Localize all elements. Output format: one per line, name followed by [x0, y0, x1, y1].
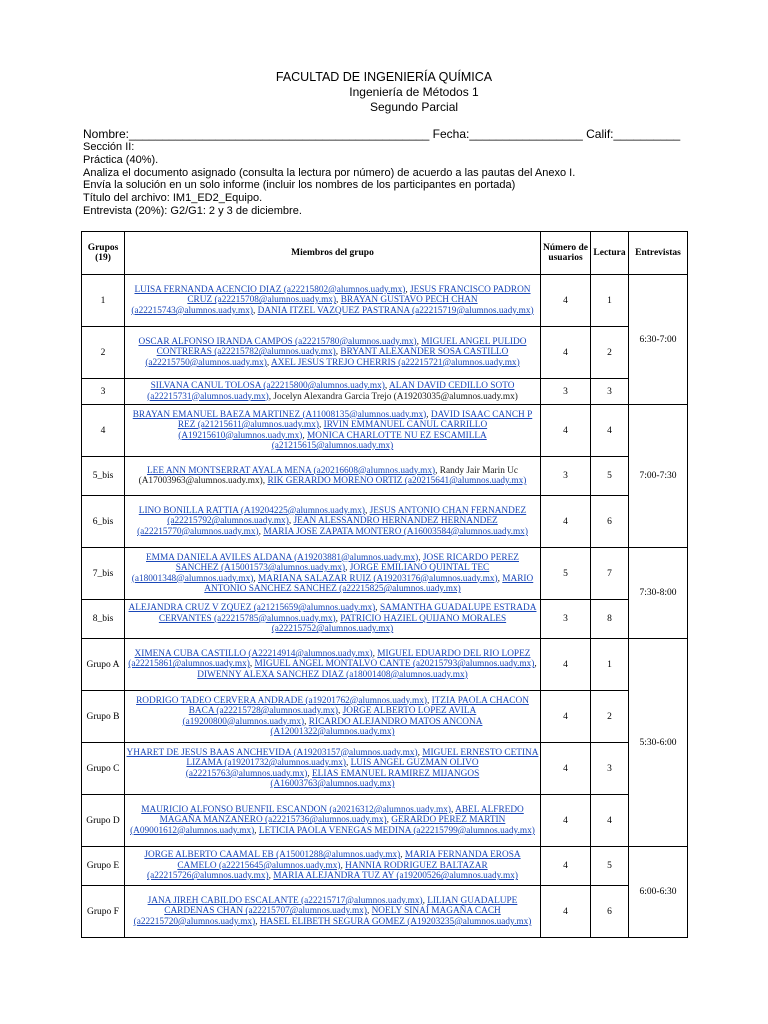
member-separator: , — [366, 906, 372, 917]
member-link[interactable]: JORGE ALBERTO CAAMAL EB (A15001288@alumnos.uady.mx) — [144, 850, 401, 861]
member-link[interactable]: GERARDO PEREZ MARTIN (A09001612@alumnos.uady.mx) — [130, 815, 506, 836]
member-count: 4 — [541, 496, 591, 548]
reading-number: 4 — [591, 795, 629, 847]
group-id: Grupo A — [82, 639, 125, 691]
header-members: Miembros del grupo — [125, 232, 541, 275]
interview-slot: 6:30-7:00 — [629, 275, 688, 405]
group-id: Grupo E — [82, 847, 125, 886]
member-link[interactable]: MARIA JOSE ZAPATA MONTERO (A16003584@alumnos.uady.mx) — [263, 526, 528, 537]
group-members — [125, 639, 541, 691]
member-link[interactable]: XIMENA CUBA CASTILLO (A22214914@alumnos.uady.mx) — [134, 648, 373, 659]
member-link[interactable]: JOSE RICARDO PEREZ SANCHEZ (A15001573@alumnos.uady.mx) — [175, 552, 519, 573]
interview-slot: 5:30-6:00 — [629, 639, 688, 847]
table-row — [82, 600, 688, 639]
faculty-title: FACULTAD DE INGENIERÍA QUÍMICA — [275, 70, 493, 84]
header-groups: Grupos (19) — [82, 232, 125, 275]
member-count: 4 — [541, 691, 591, 743]
reading-number: 6 — [591, 886, 629, 938]
member-link[interactable]: RODRIGO TADEO CERVERA ANDRADE (a19201762@alumnos.uady.mx) — [136, 695, 427, 706]
table-row — [82, 847, 688, 886]
exam-title: Segundo Parcial — [369, 100, 459, 114]
member-separator: , — [375, 603, 380, 614]
member-separator: , — [255, 916, 260, 927]
member-separator: , — [418, 552, 423, 563]
group-members — [125, 496, 541, 548]
member-link[interactable]: IRVIN EMMANUEL CANUL CARRILLO (A19215610@alumnos.uady.mx) — [178, 420, 488, 441]
member-link[interactable]: MONICA CHARLOTTE NU EZ ESCAMILLA (a21215615@alumnos.uady.mx) — [271, 430, 487, 451]
member-link[interactable]: RICARDO ALEJANDRO MATOS ANCONA (A12001322@alumnos.uady.mx) — [270, 716, 483, 737]
group-id: 4 — [82, 405, 125, 457]
member-count: 5 — [541, 548, 591, 600]
member-separator: , — [337, 706, 343, 716]
member-link[interactable]: MARIA ALEJANDRA TUZ AY (a19200526@alumnos.uady.mx) — [273, 871, 518, 882]
info-line: Analiza el documento asignado (consulta la lectura por número) de acuerdo a las pautas del Anexo I. — [83, 166, 576, 179]
member-separator: , — [384, 381, 389, 391]
reading-number: 2 — [591, 691, 629, 743]
group-id: 8_bis — [82, 600, 125, 639]
group-id: 6_bis — [82, 496, 125, 548]
member-separator: , — [497, 573, 503, 584]
member-link[interactable]: MARIA FERNANDA EROSA CAMELO (a22215645@alumnos.uady.mx) — [177, 850, 521, 871]
member-separator: , — [335, 347, 341, 358]
member-link[interactable]: NOELY SINAÍ MAGAÑA CACH (a22215720@alumnos.uady.mx) — [133, 906, 501, 927]
group-members — [125, 847, 541, 886]
member-separator: , — [268, 871, 274, 882]
member-link[interactable]: JANA JIREH CABILDO ESCALANTE (a22215717@alumnos.uady.mx) — [147, 895, 423, 906]
member-separator: , — [249, 659, 255, 670]
group-id: 2 — [82, 327, 125, 379]
member-separator: , — [416, 336, 422, 347]
reading-number: 5 — [591, 457, 629, 496]
reading-number: 4 — [591, 405, 629, 457]
table-row — [82, 275, 688, 327]
member-separator: , — [288, 516, 294, 527]
member-count: 4 — [541, 639, 591, 691]
group-id: Grupo D — [82, 795, 125, 847]
member-link[interactable]: DIWENNY ALEXA SANCHEZ DIAZ (a18001408@alumnos.uady.mx) — [197, 669, 468, 680]
member-separator: , — [345, 758, 351, 768]
table-row — [82, 886, 688, 938]
group-id: 1 — [82, 275, 125, 327]
member-link[interactable]: DAVID ISAAC CANCH P REZ (a21215611@alumnos.uady.mx) — [177, 409, 533, 430]
member-separator: , — [405, 284, 410, 295]
group-id: Grupo B — [82, 691, 125, 743]
group-id: 7_bis — [82, 548, 125, 600]
member-separator: , — [340, 860, 346, 871]
member-link[interactable]: JORGE EMILIANO QUINTAL TEC (a18001348@alumnos.uady.mx) — [131, 563, 490, 584]
member-link[interactable]: RIK GERARDO MORENO ORTIZ (a20215641@alumnos.uady.mx) — [267, 476, 527, 486]
group-members — [125, 275, 541, 327]
member-link[interactable]: EMMA DANIELA AVILES ALDANA (A19203881@alumnos.uady.mx) — [146, 552, 419, 563]
member-separator: , — [386, 815, 392, 826]
member-separator: , — [435, 465, 440, 476]
member-link[interactable]: LETICIA PAOLA VENEGAS MEDINA (a22215799@alumnos.uady.mx) — [258, 825, 535, 836]
member-separator: , — [302, 430, 308, 441]
member-separator: , — [417, 747, 423, 758]
member-link: Jocelyn Alexandra Garcia Trejo (A19203035@alumnos.uady.mx) — [273, 391, 518, 402]
member-count: 3 — [541, 457, 591, 496]
group-members — [125, 886, 541, 938]
member-link[interactable]: MIGUEL ERNESTO CETINA LIZAMA (a19201732@alumnos.uady.mx) — [186, 747, 539, 768]
member-link[interactable]: HANNIA RODRIGUEZ BALTAZAR (a22215726@alumnos.uady.mx) — [147, 860, 488, 882]
member-link[interactable]: JESUS ANTONIO CHAN FERNANDEZ (a22215792@alumnos.uady.mx) — [167, 505, 527, 527]
member-separator: , — [258, 526, 264, 537]
info-line: Entrevista (20%): G2/G1: 2 y 3 de diciembre. — [83, 204, 302, 217]
member-link[interactable]: ITZIA PAOLA CHACON BACA (a22215728@alumnos.uady.mx) — [188, 695, 529, 716]
member-separator: , — [304, 716, 309, 727]
member-separator: , — [345, 563, 350, 573]
header-count: Número de usuarios — [541, 232, 591, 275]
member-link[interactable]: OSCAR ALFONSO IRANDA CAMPOS (a22215780@alumnos.uady.mx) — [138, 336, 417, 347]
nombre-fecha-calif-line: Nombre:_____________________________________________ Fecha:_________________ Calif:__________ — [83, 127, 681, 141]
reading-number: 3 — [591, 379, 629, 405]
member-separator: , — [422, 895, 428, 906]
member-link[interactable]: MIGUEL EDUARDO DEL RIO LOPEZ (a22215861@alumnos.uady.mx) — [128, 648, 531, 670]
member-separator: , — [266, 357, 272, 368]
interview-slot: 6:00-6:30 — [629, 847, 688, 938]
course-title: Ingeniería de Métodos 1 — [349, 85, 479, 99]
member-link[interactable]: BRAYAN GUSTAVO PECH CHAN (a22215743@alumnos.uady.mx) — [131, 295, 478, 316]
member-link[interactable]: LEE ANN MONTSERRAT AYALA MENA (a20216608@alumnos.uady.mx) — [146, 465, 436, 476]
member-count: 4 — [541, 327, 591, 379]
group-members — [125, 327, 541, 379]
member-link[interactable]: MIGUEL ANGEL MONTALVO CANTE (a20215793@alumnos.uady.mx) — [254, 659, 535, 670]
member-separator: , — [364, 505, 370, 516]
table-row — [82, 548, 688, 600]
table-row — [82, 496, 688, 548]
info-line: Práctica (40%). — [83, 153, 159, 166]
member-separator: , — [451, 804, 456, 815]
member-link[interactable]: PATRICIO HAZIEL QUIJANO MORALES (a22215752@alumnos.uady.mx) — [271, 613, 507, 635]
member-link[interactable]: BRYANT ALEXANDER SOSA CASTILLO (a22215750@alumnos.uady.mx) — [145, 347, 509, 368]
member-link[interactable]: SAMANTHA GUADALUPE ESTRADA CERVANTES (a22215785@alumnos.uady.mx) — [158, 603, 537, 624]
group-id: Grupo F — [82, 886, 125, 938]
table-row — [82, 639, 688, 691]
member-link[interactable]: HASEL ELIBETH SEGURA GOMEZ (A19203235@alumnos.uady.mx) — [259, 916, 532, 927]
member-link[interactable]: BRAYAN EMANUEL BAEZA MARTINEZ (A11008135@alumnos.uady.mx) — [132, 409, 427, 420]
group-members — [125, 600, 541, 639]
member-link[interactable]: YHARET DE JESUS BAAS ANCHEVIDA (A19203157@alumnos.uady.mx) — [126, 747, 418, 758]
member-link[interactable]: AXEL JESUS TREJO CHERRIS (a22215721@alumnos.uady.mx) — [271, 357, 520, 368]
reading-number: 3 — [591, 743, 629, 795]
member-separator: , — [336, 295, 341, 306]
member-count: 4 — [541, 275, 591, 327]
member-count: 3 — [541, 379, 591, 405]
member-link[interactable]: SILVANA CANUL TOLOSA (a22215800@alumnos.uady.mx) — [150, 381, 385, 391]
group-members — [125, 405, 541, 457]
member-separator: , — [252, 305, 258, 316]
member-count: 4 — [541, 795, 591, 847]
member-separator: , — [268, 391, 274, 402]
member-link[interactable]: ALEJANDRA CRUZ V ZQUEZ (a21215659@alumnos.uady.mx) — [128, 603, 376, 614]
table-row — [82, 691, 688, 743]
header-interview: Entrevistas — [629, 232, 688, 275]
reading-number: 6 — [591, 496, 629, 548]
info-line: Sección II: — [83, 141, 135, 153]
member-separator: , — [426, 409, 431, 420]
group-members — [125, 743, 541, 795]
member-separator: , — [426, 695, 432, 706]
reading-number: 1 — [591, 639, 629, 691]
member-link[interactable]: LUISA FERNANDA ACENCIO DIAZ (a22215802@alumnos.uady.mx) — [134, 284, 406, 295]
member-link[interactable]: LILIAN GUADALUPE CARDENAS CHAN (a22215707@alumnos.uady.mx) — [164, 895, 518, 917]
interview-slot: 7:00-7:30 — [629, 405, 688, 548]
member-link[interactable]: LUIS ANGEL GUZMAN OLIVO (a22215763@alumnos.uady.mx) — [185, 758, 479, 779]
reading-number: 2 — [591, 327, 629, 379]
member-link[interactable]: MAURICIO ALFONSO BUENFIL ESCANDON (a20216312@alumnos.uady.mx) — [141, 804, 451, 815]
member-separator: , — [372, 648, 378, 659]
document-header — [0, 70, 768, 115]
member-count: 4 — [541, 847, 591, 886]
member-separator: , — [253, 573, 258, 584]
member-separator: , — [534, 659, 537, 670]
reading-number: 8 — [591, 600, 629, 639]
member-count: 3 — [541, 600, 591, 639]
member-separator: , — [335, 613, 341, 624]
member-separator: , — [307, 768, 312, 779]
table-row — [82, 405, 688, 457]
group-members — [125, 379, 541, 405]
interview-slot: 7:30-8:00 — [629, 548, 688, 639]
group-members — [125, 548, 541, 600]
member-link[interactable]: ALAN DAVID CEDILLO SOTO (a22215731@alumnos.uady.mx) — [147, 381, 515, 402]
reading-number: 1 — [591, 275, 629, 327]
table-row — [82, 379, 688, 405]
member-separator: , — [262, 476, 268, 486]
member-link[interactable]: DANIA ITZEL VAZQUEZ PASTRANA (a22215719@alumnos.uady.mx) — [257, 305, 534, 316]
member-link[interactable]: JESUS FRANCISCO PADRON CRUZ (a22215708@alumnos.uady.mx) — [187, 284, 531, 306]
info-line: Envía la solución en un solo informe (incluir los nombres de los participantes en portada) — [83, 179, 516, 192]
group-members — [125, 457, 541, 496]
member-link[interactable]: ELIAS EMANUEL RAMIREZ MIJANGOS (A16003763@alumnos.uady.mx) — [270, 768, 480, 789]
member-link[interactable]: MIGUEL ANGEL PULIDO CONTRERAS (a22215782@alumnos.uady.mx) — [156, 336, 527, 358]
member-separator: , — [318, 420, 324, 430]
member-link[interactable]: MARIO ANTONIO SANCHEZ SANCHEZ (a22215825@alumnos.uady.mx) — [204, 573, 534, 594]
member-link[interactable]: JEAN ALESSANDRO HERNANDEZ HERNANDEZ (a22215770@alumnos.uady.mx) — [137, 516, 498, 537]
group-id: 3 — [82, 379, 125, 405]
member-count: 4 — [541, 743, 591, 795]
group-members — [125, 795, 541, 847]
group-members — [125, 691, 541, 743]
table-row — [82, 795, 688, 847]
member-separator: , — [254, 825, 259, 836]
member-link[interactable]: JORGE ALBERTO LOPEZ AVILA (a19200800@alumnos.uady.mx) — [182, 706, 477, 727]
info-line: Título del archivo: IM1_ED2_Equipo. — [83, 192, 263, 205]
member-link[interactable]: ABEL ALFREDO MAGAÑA MANZANERO (a22215736@alumnos.uady.mx) — [159, 804, 524, 826]
groups-table — [81, 231, 688, 938]
member-count: 4 — [541, 886, 591, 938]
instructions-block — [83, 127, 703, 218]
member-count: 4 — [541, 405, 591, 457]
header-reading: Lectura — [591, 232, 629, 275]
group-id: Grupo C — [82, 743, 125, 795]
table-row — [82, 457, 688, 496]
group-id: 5_bis — [82, 457, 125, 496]
reading-number: 7 — [591, 548, 629, 600]
table-row — [82, 327, 688, 379]
member-separator: , — [400, 850, 405, 861]
member-link: Randy Jair Marin Uc (A17003963@alumnos.uady.mx) — [138, 465, 519, 486]
reading-number: 5 — [591, 847, 629, 886]
table-row — [82, 743, 688, 795]
member-link[interactable]: MARIANA SALAZAR RUIZ (A19203176@alumnos.uady.mx) — [257, 573, 498, 584]
member-link[interactable]: LINO BONILLA RATTIA (A19204225@alumnos.uady.mx) — [138, 505, 365, 516]
